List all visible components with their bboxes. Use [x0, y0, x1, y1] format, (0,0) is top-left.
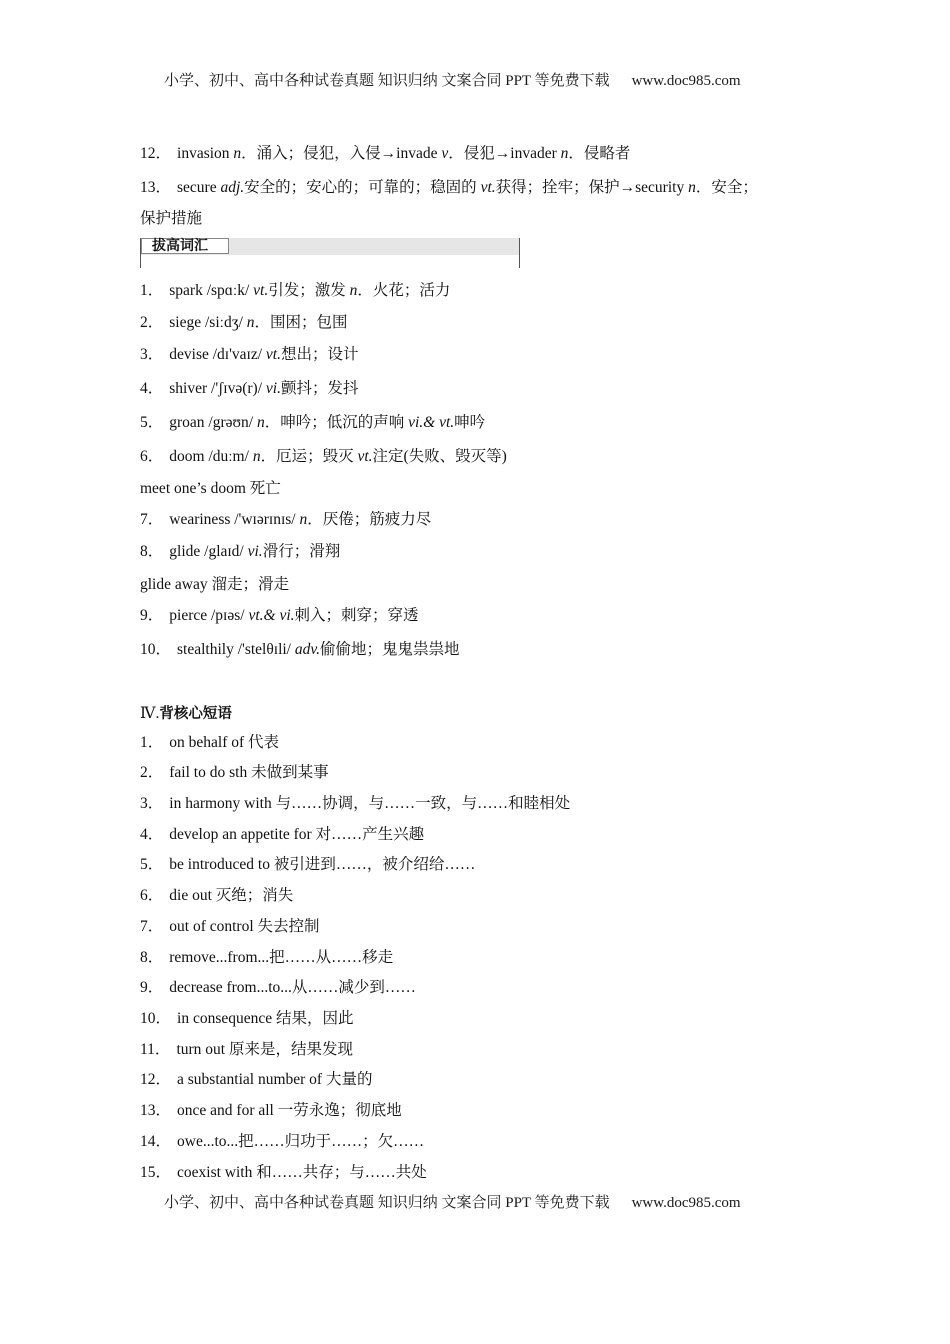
adv-word-entry: [140, 606, 419, 626]
word: devise /dɪ'vaɪz/: [169, 346, 266, 363]
entry-number: 7．: [140, 511, 164, 528]
section-title: [140, 702, 232, 723]
entry-number: 4．: [140, 380, 164, 397]
adv-word-entry: [140, 345, 358, 365]
meaning: 刺入；刺穿；穿透: [294, 607, 419, 624]
entry-number: 2．: [140, 764, 164, 781]
phrase-text: on behalf of 代表: [169, 734, 280, 751]
entry-number: 1．: [140, 734, 164, 751]
phrase-text: meet one’s doom 死亡: [140, 480, 281, 497]
heading-label: 拔高词汇: [141, 238, 229, 254]
meaning: 呻吟: [454, 414, 486, 431]
entry-number: 8．: [140, 949, 164, 966]
pos: n: [252, 448, 261, 465]
adv-word-entry: [140, 447, 507, 467]
pos: vi.: [247, 543, 263, 560]
phrase-item: [140, 763, 329, 783]
phrase-item: [140, 886, 293, 906]
pos: vi.& vt.: [408, 414, 455, 431]
entry-number: 5．: [140, 856, 164, 873]
phrase-item: [140, 1040, 353, 1060]
phrase-item: [140, 1070, 372, 1090]
word: siege /siːdʒ/: [169, 314, 247, 331]
phrase-text: once and for all 一劳永逸；彻底地: [177, 1102, 402, 1119]
phrase-text: decrease from...to...从……减少到……: [169, 979, 416, 996]
meaning: 颤抖；发抖: [280, 380, 359, 397]
meaning: 引发；激发: [268, 282, 350, 299]
meaning: 滑行；滑翔: [262, 543, 341, 560]
word: weariness /'wɪərɪnɪs/: [169, 511, 300, 528]
entry-number: 7．: [140, 918, 164, 935]
meaning: 想出；设计: [280, 346, 359, 363]
entry-number: 5．: [140, 414, 164, 431]
phrase-text: owe...to...把……归功于……；欠……: [177, 1133, 425, 1150]
word: invasion: [177, 145, 234, 162]
entry-number: 10．: [140, 1010, 172, 1027]
adv-word-entry: [140, 413, 485, 433]
entry-number: 15．: [140, 1164, 172, 1181]
entry-number: 6．: [140, 448, 164, 465]
phrase-item: [140, 917, 320, 937]
entry-number: 1．: [140, 282, 164, 299]
adv-word-entry: [140, 379, 358, 399]
entry-number: 13．: [140, 1102, 172, 1119]
entry-number: 4．: [140, 826, 164, 843]
phrase-item: [140, 794, 570, 814]
pos: vt.& vi.: [248, 607, 295, 624]
footer-url[interactable]: www.doc985.com: [631, 1195, 741, 1211]
entry-number: 6．: [140, 887, 164, 904]
pos: n: [688, 179, 696, 196]
phrase-item: [140, 1132, 424, 1152]
pos: n: [256, 414, 265, 431]
phrase-text: glide away 溜走；滑走: [140, 576, 289, 593]
phrase-text: develop an appetite for 对……产生兴趣: [169, 826, 425, 843]
word: glide /glaɪd/: [169, 543, 248, 560]
meaning: ．厄运；毁灭: [260, 448, 358, 465]
phrase-text: die out 灭绝；消失: [169, 887, 294, 904]
meaning: ．涌入；侵犯，入侵→invade: [241, 145, 442, 162]
adv-word-entry: [140, 510, 431, 530]
phrase-item: [140, 855, 475, 875]
phrase-item: [140, 948, 393, 968]
pos: vi.: [265, 380, 281, 397]
phrase-item: [140, 1163, 427, 1183]
pos: vt.: [357, 448, 373, 465]
word-entry-12: [140, 144, 630, 164]
word-entry-13-cont: [140, 209, 202, 229]
word-entry-13: [140, 178, 758, 198]
adv-phrase: [140, 479, 281, 499]
phrase-item: [140, 1101, 402, 1121]
advanced-vocab-heading: [140, 238, 520, 268]
word: groan /grəʊn/: [169, 414, 257, 431]
phrase-item: [140, 1009, 354, 1029]
entry-number: 9．: [140, 607, 164, 624]
entry-number: 11．: [140, 1041, 171, 1058]
entry-number: 14．: [140, 1133, 172, 1150]
pos: adv.: [294, 641, 320, 658]
pos: vt.: [253, 282, 269, 299]
entry-number: 13．: [140, 179, 172, 196]
entry-number: 12．: [140, 1071, 172, 1088]
entry-number: 12．: [140, 145, 172, 162]
meaning: 获得；拴牢；保护→security: [495, 179, 689, 196]
meaning: ．呻吟；低沉的声响: [264, 414, 409, 431]
phrase-text: turn out 原来是，结果发现: [176, 1041, 353, 1058]
entry-number: 10．: [140, 641, 172, 658]
header-text: 小学、初中、高中各种试卷真题 知识归纳 文案合同 PPT 等免费下载: [164, 73, 610, 89]
meaning: ．围困；包围: [254, 314, 348, 331]
meaning: 保护措施: [140, 210, 203, 227]
section-heading: 背核心短语: [159, 706, 232, 722]
heading-divider: [519, 238, 520, 268]
word: spark /spɑːk/: [169, 282, 254, 299]
phrase-text: fail to do sth 未做到某事: [169, 764, 329, 781]
word: pierce /pɪəs/: [169, 607, 249, 624]
pos: adj.: [220, 179, 245, 196]
phrase-item: [140, 825, 424, 845]
phrase-text: in harmony with 与……协调，与……一致，与……和睦相处: [169, 795, 571, 812]
phrase-text: in consequence 结果，因此: [177, 1010, 354, 1027]
meaning: 偷偷地；鬼鬼祟祟地: [319, 641, 460, 658]
pos: n: [349, 282, 358, 299]
word: shiver /'ʃɪvə(r)/: [169, 380, 266, 397]
word: doom /duːm/: [169, 448, 253, 465]
phrase-text: be introduced to 被引进到……，被介绍给……: [169, 856, 476, 873]
meaning: ．火花；活力: [357, 282, 451, 299]
meaning: 注定(失败、毁灭等): [372, 448, 507, 465]
adv-word-entry: [140, 542, 340, 562]
pos: n: [246, 314, 255, 331]
pos: vt.: [480, 179, 496, 196]
phrase-item: [140, 978, 416, 998]
entry-number: 3．: [140, 346, 164, 363]
page-header: [164, 69, 741, 90]
meaning: ．安全；: [695, 179, 758, 196]
page-footer: [164, 1191, 741, 1212]
pos: vt.: [265, 346, 281, 363]
entry-number: 8．: [140, 543, 164, 560]
entry-number: 2．: [140, 314, 164, 331]
phrase-item: [140, 733, 279, 753]
word: stealthily /'stelθɪli/: [177, 641, 295, 658]
word: secure: [177, 179, 221, 196]
phrase-text: out of control 失去控制: [169, 918, 320, 935]
meaning: ．侵犯→invader: [448, 145, 561, 162]
pos: n: [299, 511, 308, 528]
section-number: Ⅳ.: [140, 705, 160, 722]
adv-phrase: [140, 575, 289, 595]
adv-word-entry: [140, 640, 460, 660]
entry-number: 9．: [140, 979, 164, 996]
pos: n: [233, 145, 242, 162]
phrase-text: a substantial number of 大量的: [177, 1071, 373, 1088]
adv-word-entry: [140, 313, 348, 333]
pos: v: [441, 145, 449, 162]
phrase-text: remove...from...把……从……移走: [169, 949, 394, 966]
phrase-text: coexist with 和……共存；与……共处: [177, 1164, 427, 1181]
pos: n: [560, 145, 569, 162]
meaning: 安全的；安心的；可靠的；稳固的: [244, 179, 481, 196]
entry-number: 3．: [140, 795, 164, 812]
meaning: ．侵略者: [568, 145, 631, 162]
adv-word-entry: [140, 281, 450, 301]
footer-text: 小学、初中、高中各种试卷真题 知识归纳 文案合同 PPT 等免费下载: [164, 1195, 610, 1211]
meaning: ．厌倦；筋疲力尽: [307, 511, 432, 528]
header-url[interactable]: www.doc985.com: [631, 73, 741, 89]
